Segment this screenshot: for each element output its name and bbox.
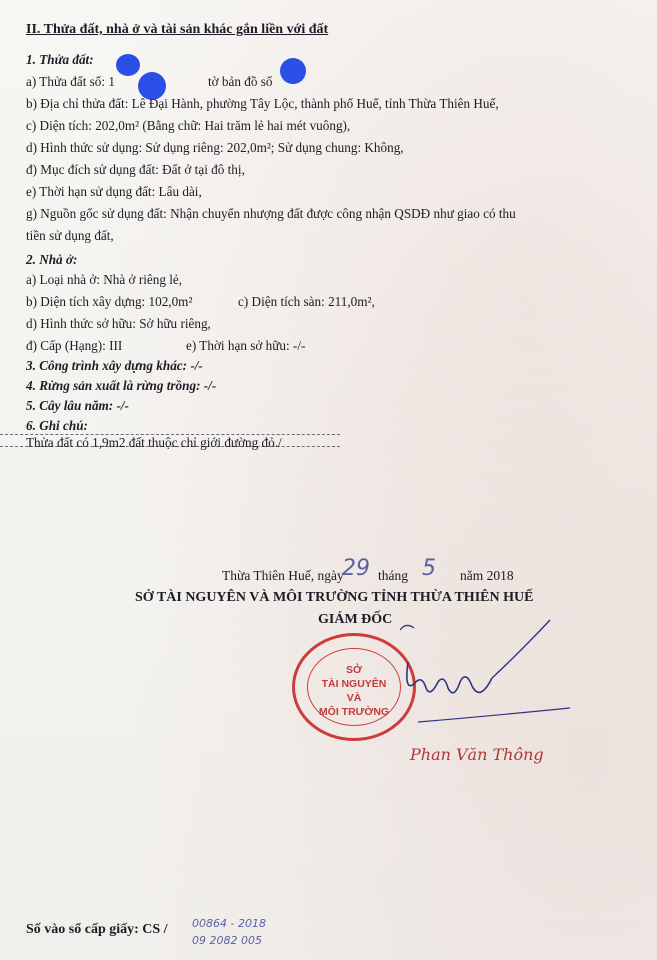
- other-works: 3. Công trình xây dựng khác: -/-: [26, 358, 203, 373]
- land-term: e) Thời hạn sử dụng đất: Lâu dài,: [26, 184, 202, 199]
- house-heading: 2. Nhà ở:: [26, 252, 78, 267]
- house-type: a) Loại nhà ở: Nhà ở riêng lẻ,: [26, 272, 183, 287]
- director-title: GIÁM ĐỐC: [318, 612, 393, 627]
- seal-line-2: TÀI NGUYÊN: [321, 678, 387, 690]
- seal-line-4: MÔI TRƯỜNG: [318, 706, 390, 718]
- map-sheet-label: tờ bản đồ số: [208, 74, 273, 89]
- date-place: Thừa Thiên Huế, ngày: [222, 568, 344, 583]
- forest: 4. Rừng sản xuất là rừng trồng: -/-: [26, 378, 217, 393]
- house-grade: đ) Cấp (Hạng): III: [26, 338, 123, 353]
- parcel-number: a) Thửa đất số: 1: [26, 74, 115, 89]
- official-seal: [292, 633, 416, 741]
- floor-area: c) Diện tích sàn: 211,0m²,: [238, 294, 375, 309]
- land-purpose: đ) Mục đích sử dụng đất: Đất ở tại đô thị,: [26, 162, 245, 177]
- notes-text: Thửa đất có 1,9m2 đất thuộc chỉ giới đường đỏ./: [26, 435, 282, 450]
- date-year: năm 2018: [460, 568, 514, 583]
- redaction-mark: [116, 54, 140, 76]
- seal-line-3: VÀ: [346, 692, 362, 704]
- registry-number-2: 09 2082 005: [192, 934, 262, 947]
- parcel-address: b) Địa chỉ thửa đất: Lê Đại Hành, phường Tây Lộc, thành phố Huế, tỉnh Thừa Thiên Huế,: [26, 96, 499, 111]
- date-month: 5: [422, 556, 436, 581]
- land-origin-line1: g) Nguồn gốc sử dụng đất: Nhận chuyển nhượng đất được công nhận QSDĐ như giao có thu: [26, 206, 516, 221]
- section-title: II. Thửa đất, nhà ở và tài sản khác gắn liền với đất: [26, 22, 329, 37]
- issuing-authority: SỞ TÀI NGUYÊN VÀ MÔI TRƯỜNG TỈNH THỪA THIÊN HUẾ: [135, 590, 534, 605]
- signature: [400, 612, 580, 732]
- land-heading: 1. Thửa đất:: [26, 52, 94, 67]
- seal-line-1: SỞ: [346, 664, 362, 676]
- land-origin-line2: tiền sử dụng đất,: [26, 228, 114, 243]
- perennial-trees: 5. Cây lâu năm: -/-: [26, 398, 129, 413]
- redaction-mark: [280, 58, 306, 84]
- use-form: d) Hình thức sử dụng: Sử dụng riêng: 202,0m²; Sử dụng chung: Không,: [26, 140, 404, 155]
- date-day: 29: [342, 556, 370, 581]
- ownership-form: d) Hình thức sở hữu: Sở hữu riêng,: [26, 316, 211, 331]
- notes-heading: 6. Ghi chú:: [26, 418, 88, 433]
- date-month-label: tháng: [378, 568, 408, 583]
- built-area: b) Diện tích xây dựng: 102,0m²: [26, 294, 193, 309]
- signer-name: Phan Văn Thông: [410, 745, 544, 764]
- registry-number-1: 00864 - 2018: [192, 917, 266, 930]
- registry-label: Số vào sổ cấp giấy: CS /: [26, 922, 168, 937]
- parcel-area: c) Diện tích: 202,0m² (Bằng chữ: Hai trăm lẻ hai mét vuông),: [26, 118, 351, 133]
- ownership-term: e) Thời hạn sở hữu: -/-: [186, 338, 306, 353]
